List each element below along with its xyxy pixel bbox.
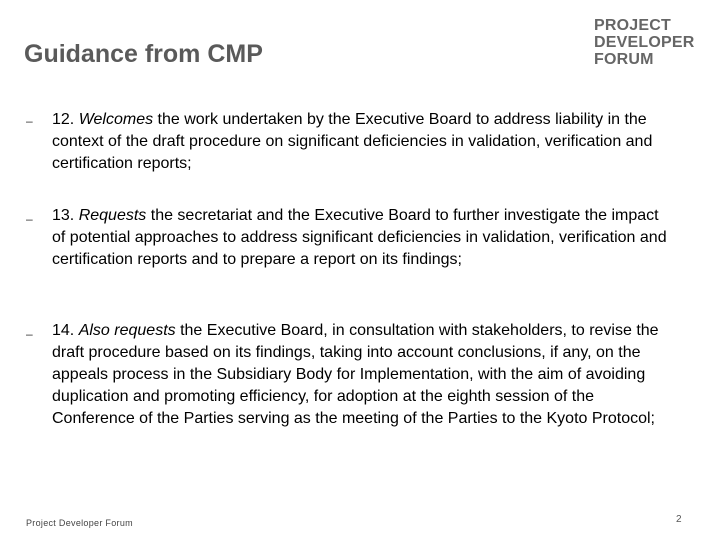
bullet-marker: – xyxy=(26,114,33,128)
item-text: the work undertaken by the Executive Board to address liability in the context of the draft procedure on significant deficiencies in validation, verification and certification reports; xyxy=(52,111,653,172)
bullet-item-12 xyxy=(52,109,667,175)
page-title: Guidance from CMP xyxy=(24,40,263,68)
logo-line-1: PROJECT xyxy=(594,17,671,34)
item-number: 13. xyxy=(52,207,75,224)
bullet-item-13 xyxy=(52,205,667,271)
item-verb: Welcomes xyxy=(78,111,154,128)
logo-line-2: DEVELOPER xyxy=(594,34,695,51)
bullet-marker: – xyxy=(26,327,33,341)
item-verb: Requests xyxy=(78,207,147,224)
bullet-item-14 xyxy=(52,320,667,430)
item-number: 12. xyxy=(52,111,75,128)
item-text: the secretariat and the Executive Board to further investigate the impact of potential approaches to address significant deficiencies in validation, verification and certification reports and to prepare a report on its findings; xyxy=(52,207,667,268)
item-verb: Also requests xyxy=(78,322,176,339)
logo-line-3: FORUM xyxy=(594,51,654,68)
page-number: 2 xyxy=(676,514,682,525)
item-text: the Executive Board, in consultation with stakeholders, to revise the draft procedure based on its findings, taking into account conclusions, if any, on the appeals process in the Subsidiary Body for Implementation, with the aim of avoiding duplication and promoting efficiency, for adoption at the eighth session of the Conference of the Parties serving as the meeting of the Parties to the Kyoto Protocol; xyxy=(52,322,659,427)
footer-org: Project Developer Forum xyxy=(26,518,133,528)
item-number: 14. xyxy=(52,322,75,339)
logo xyxy=(594,17,695,68)
bullet-marker: – xyxy=(26,212,33,226)
